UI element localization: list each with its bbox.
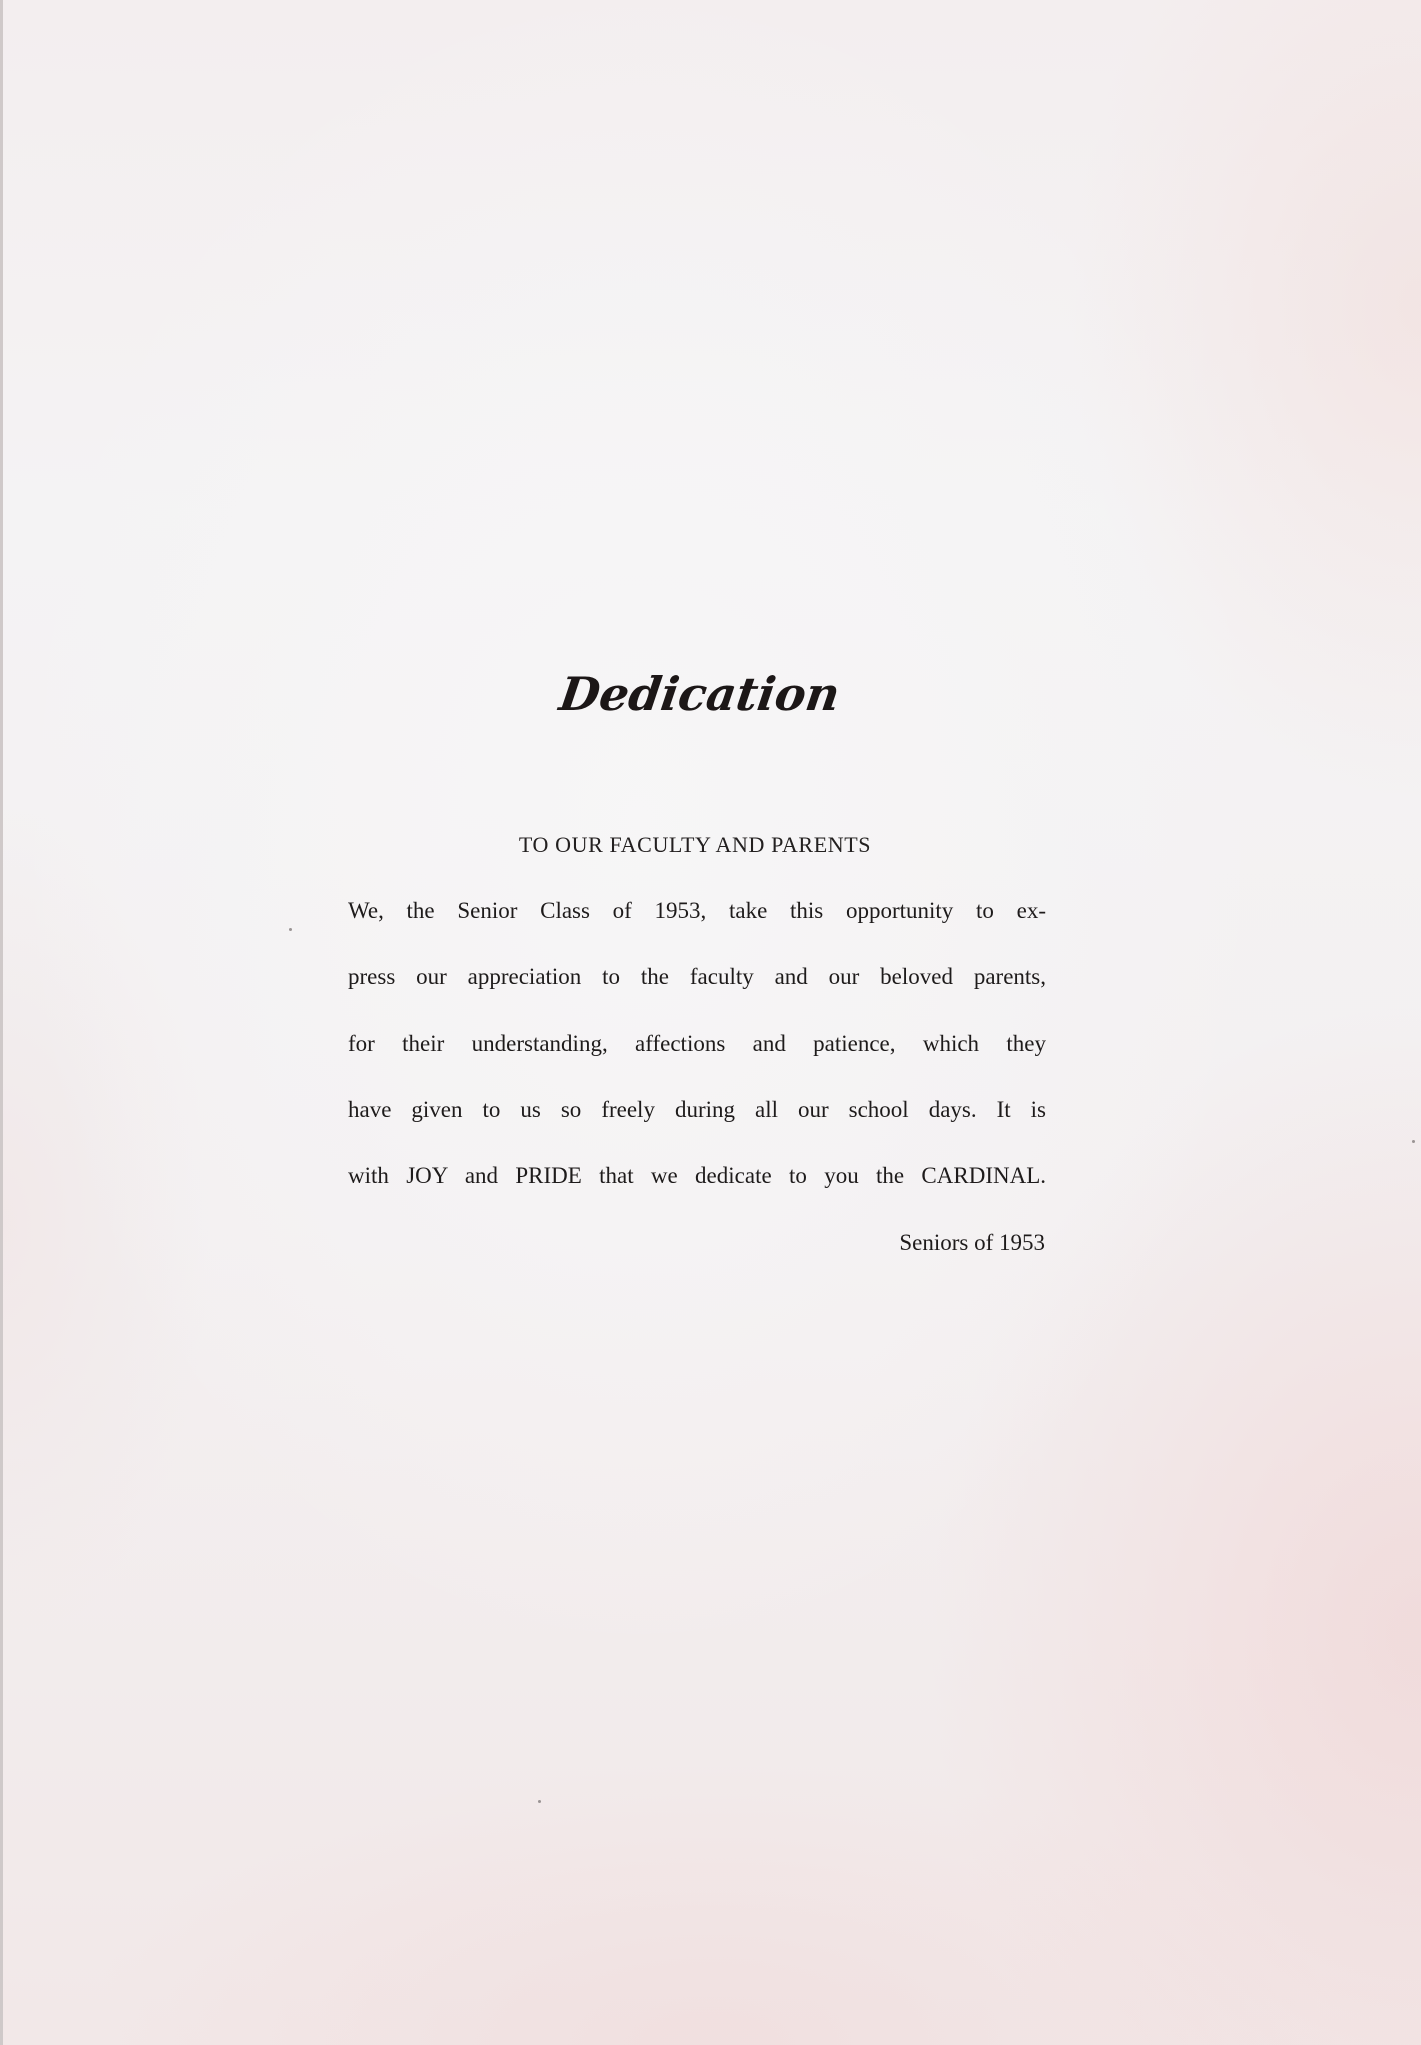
signature: Seniors of 1953 [899,1230,1045,1255]
paper-speck [289,928,292,931]
paper-speck [538,1800,541,1803]
page-title: Dedication [556,667,844,721]
paper-speck [1412,1140,1415,1143]
page-edge [0,0,3,2045]
body-line: with JOY and PRIDE that we dedicate to you the CARDINAL. [348,1163,1046,1188]
body-line: for their understanding, affections and patience, which they [348,1031,1046,1056]
dedication-heading: TO OUR FACULTY AND PARENTS [518,832,872,857]
body-line: We, the Senior Class of 1953, take this opportunity to ex- [348,898,1046,923]
body-line: press our appreciation to the faculty and our beloved parents, [348,964,1046,989]
body-line: have given to us so freely during all our school days. It is [348,1097,1046,1122]
